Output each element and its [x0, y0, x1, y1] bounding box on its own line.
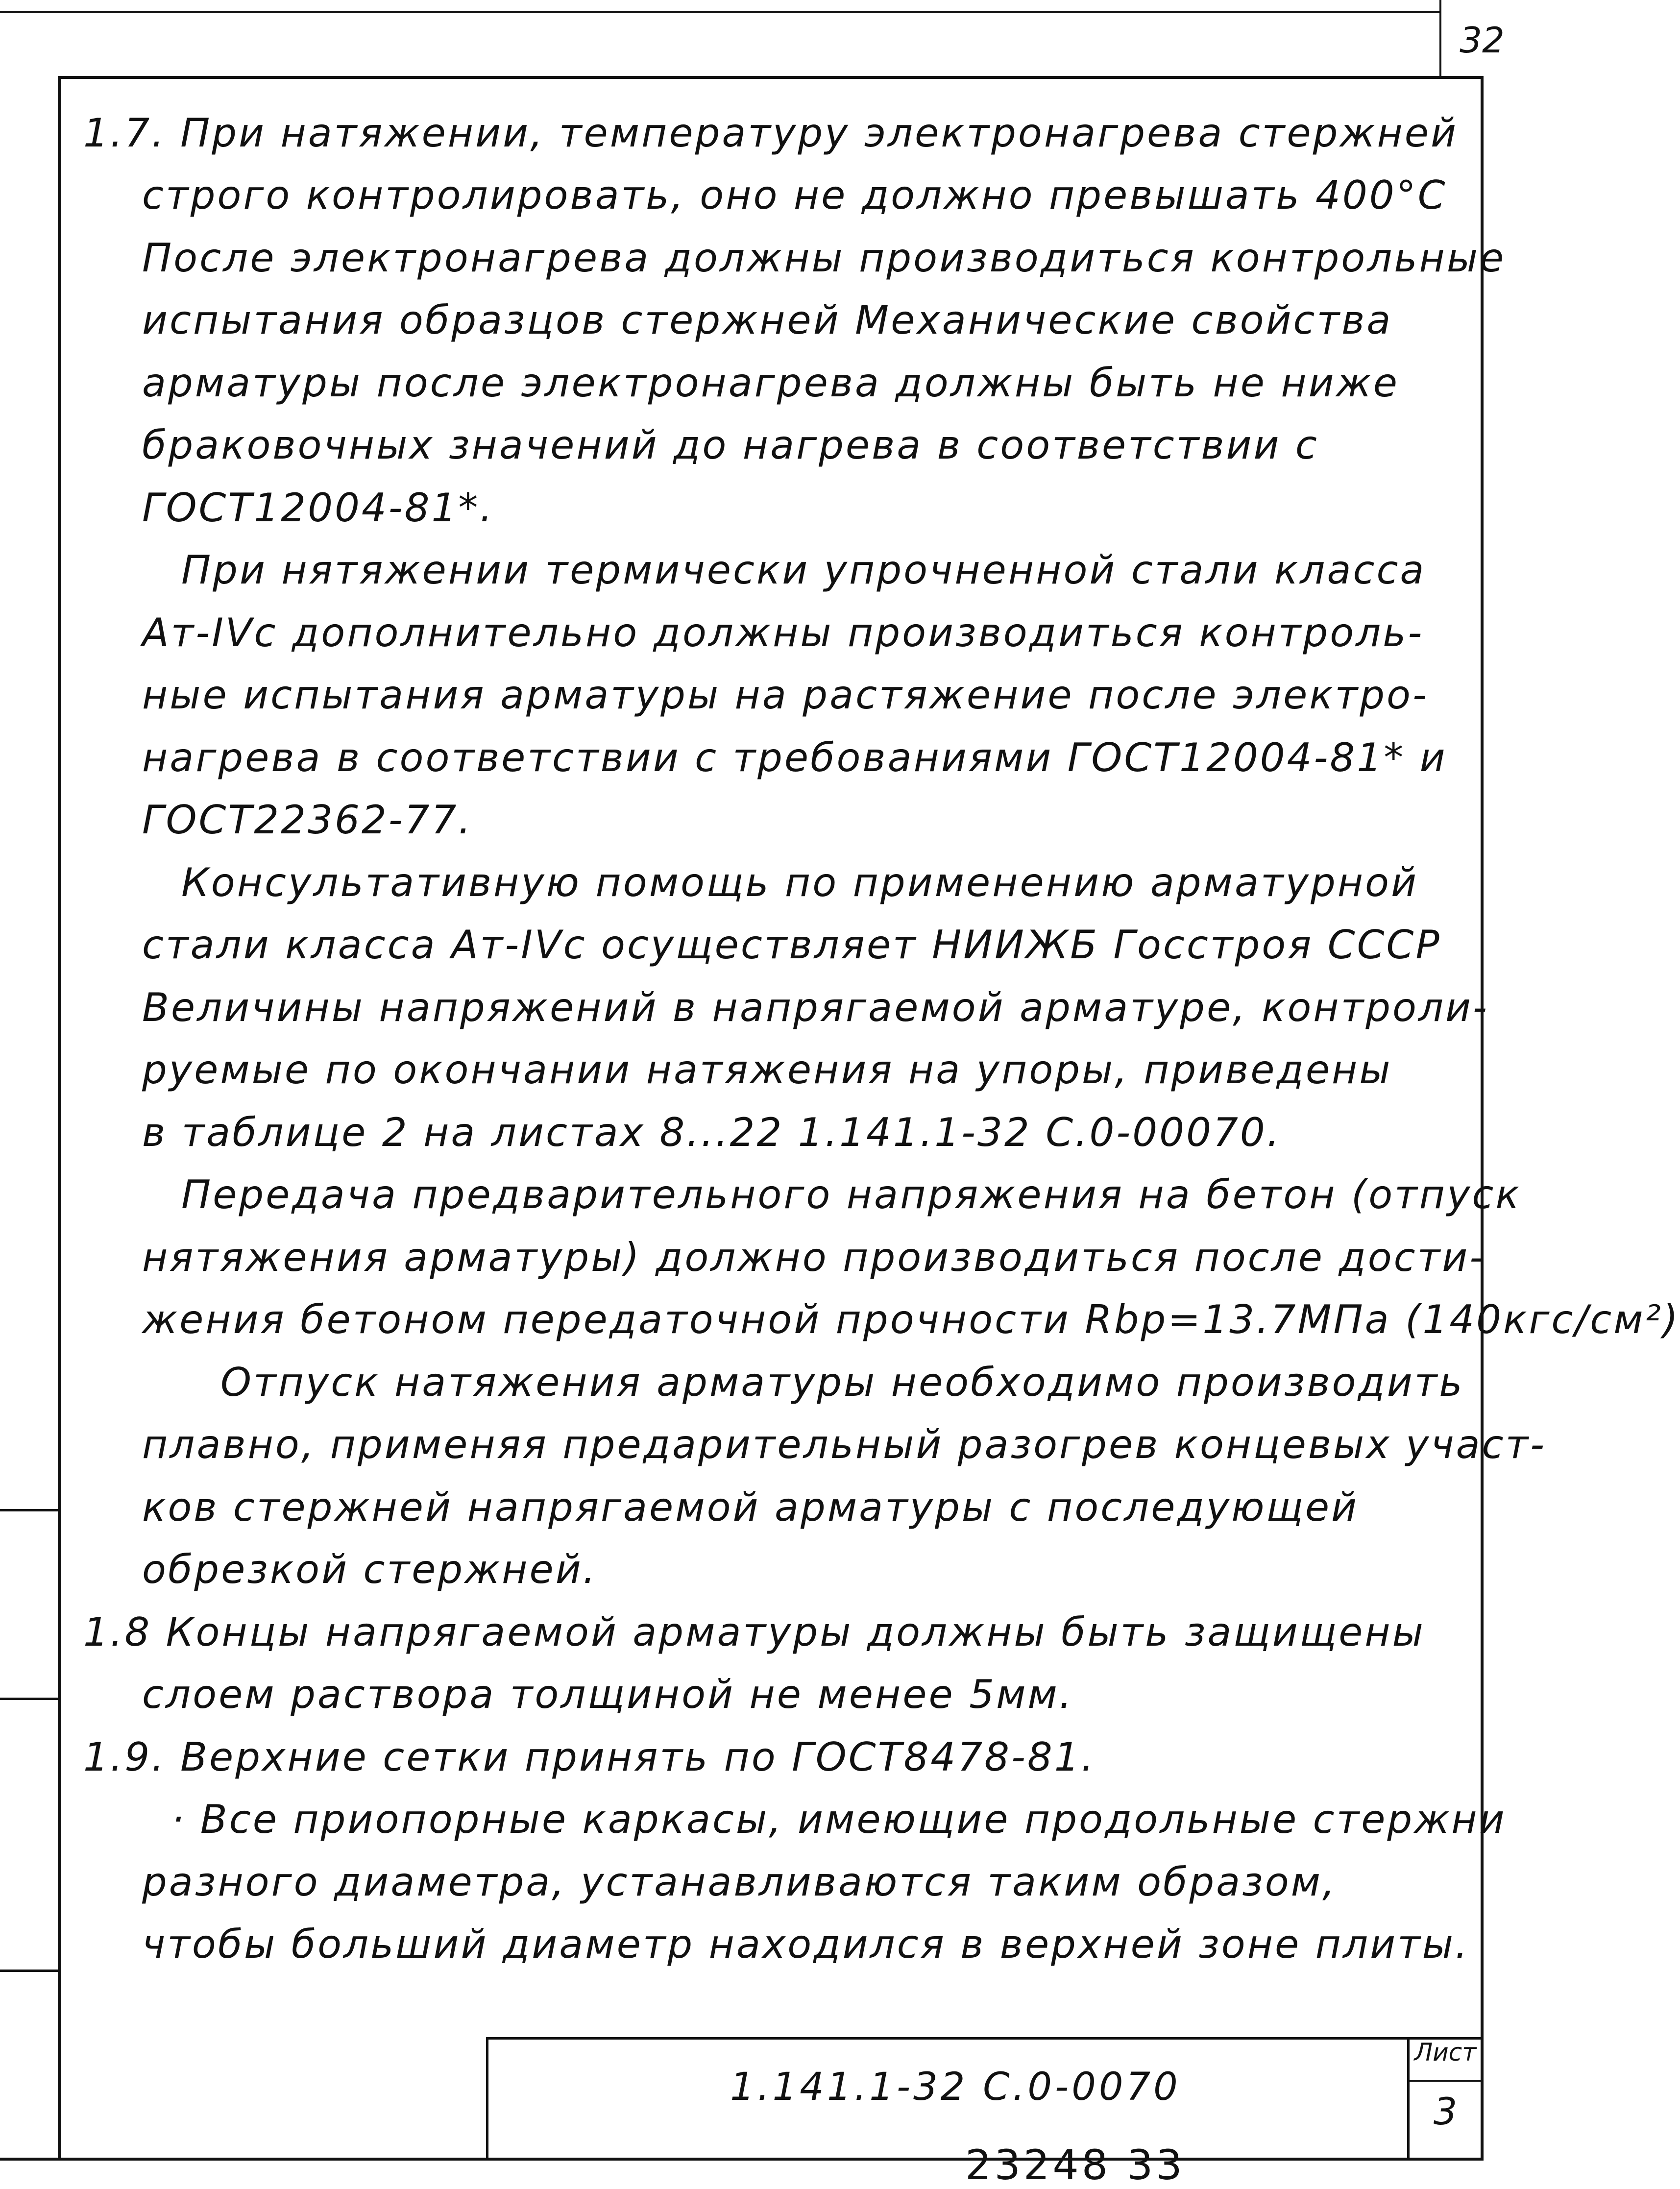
text-line: После электронагрева должны производиться контрольные [142, 235, 1506, 281]
title-block-left [486, 2037, 488, 2160]
text-line: стали класса Ат-IVс осуществляет НИИЖБ Госстроя СССР [142, 922, 1441, 968]
text-line: 1.8 Концы напрягаемой арматуры должны быть защищены [83, 1609, 1425, 1655]
document-code: 1.141.1-32 С.0-0070 [730, 2065, 1181, 2109]
text-line: Ат-IVс дополнительно должны производиться контроль- [142, 610, 1424, 656]
text-line: плавно, применяя предарительный разогрев концевых участ- [142, 1422, 1547, 1467]
frame-bottom [0, 2158, 1484, 2161]
text-line: браковочных значений до нагрева в соответствии с [142, 422, 1319, 468]
text-line: нятяжения арматуры) должно производиться после дости- [142, 1235, 1486, 1280]
text-line: чтобы больший диаметр находился в верхней зоне плиты. [142, 1921, 1470, 1967]
title-block-top [486, 2037, 1484, 2040]
text-line: При нятяжении термически упрочненной стали класса [181, 547, 1426, 593]
text-line: строго контролировать, оно не должно превышать 400°С [142, 172, 1447, 218]
frame-left [58, 76, 61, 2161]
text-line: слоем раствора толщиной не менее 5мм. [142, 1672, 1074, 1717]
page-number: 32 [1460, 20, 1505, 61]
margin-tick [0, 1509, 58, 1511]
text-line: ные испытания арматуры на растяжение после электро- [142, 672, 1429, 718]
text-line: Величины напряжений в напрягаемой арматуре, контроли- [142, 985, 1489, 1030]
text-line: обрезкой стержней. [142, 1547, 598, 1592]
sheet-number: 3 [1433, 2090, 1458, 2133]
text-line: руемые по окончании натяжения на упоры, приведены [142, 1047, 1392, 1093]
text-line: в таблице 2 на листах 8...22 1.141.1-32 С.0-00070. [142, 1110, 1282, 1155]
margin-tick [0, 1970, 58, 1972]
sheet-label: Лист [1414, 2038, 1477, 2067]
text-line: Отпуск натяжения арматуры необходимо производить [220, 1360, 1464, 1405]
margin-tick [0, 1698, 58, 1700]
text-line: · Все приопорные каркасы, имеющие продольные стержни [171, 1797, 1507, 1842]
text-line: 1.9. Верхние сетки принять по ГОСТ8478-81. [83, 1734, 1096, 1780]
sheet-cell-divider [1407, 2080, 1484, 2082]
text-line: Консультативную помощь по применению арматурной [181, 860, 1418, 905]
archive-stamp: 23248 33 [965, 2141, 1185, 2189]
frame-right [1481, 76, 1484, 2161]
text-line: Передача предварительного напряжения на бетон (отпуск [181, 1172, 1521, 1217]
top-rule [0, 11, 1440, 13]
text-line: разного диаметра, устанавливаются таким образом, [142, 1859, 1337, 1905]
text-line: арматуры после электронагрева должны быть не ниже [142, 360, 1399, 406]
page-number-box-left [1439, 0, 1441, 77]
frame-top [58, 76, 1484, 79]
text-line: нагрева в соответствии с требованиями ГОСТ12004-81* и [142, 735, 1447, 780]
text-line: 1.7. При натяжении, температуру электронагрева стержней [83, 110, 1458, 156]
text-line: ГОСТ12004-81*. [142, 485, 494, 531]
text-line: испытания образцов стержней Механические свойства [142, 297, 1393, 343]
sheet-cell-left [1407, 2037, 1410, 2160]
text-line: жения бетоном передаточной прочности Rbp=13.7МПа (140кгс/см²) [142, 1297, 1680, 1342]
text-line: ГОСТ22362-77. [142, 797, 473, 843]
text-line: ков стержней напрягаемой арматуры с последующей [142, 1484, 1359, 1530]
